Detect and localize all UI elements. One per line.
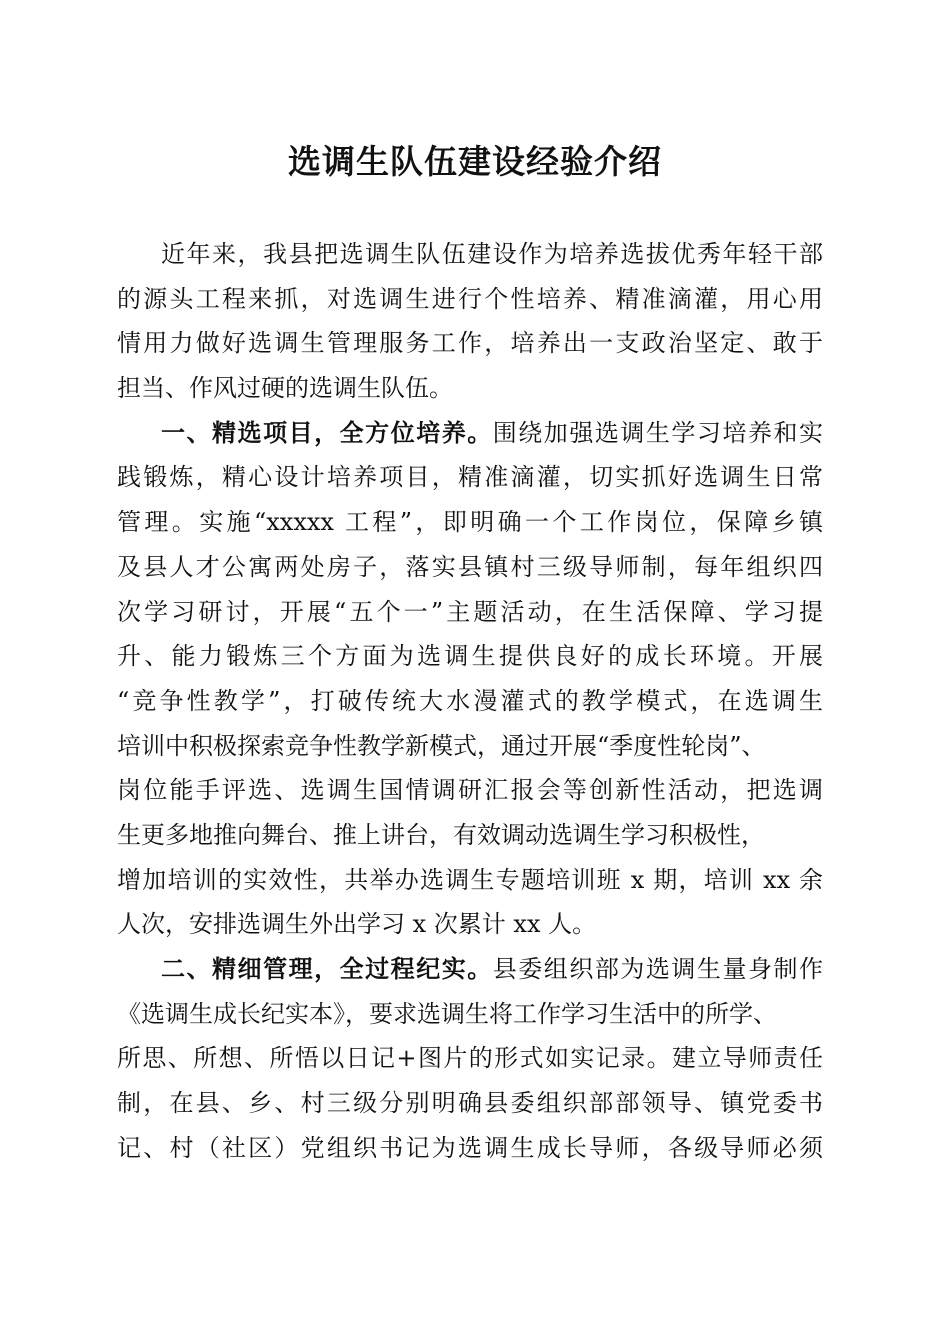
- section-heading: 一、精选项目，全方位培养。: [161, 418, 493, 447]
- text-line: 增加培训的实效性，共举办选调生专题培训班 x 期，培训 xx 余: [117, 865, 823, 894]
- text-line: 情用力做好选调生管理服务工作，培养出一支政治坚定、敢于: [117, 329, 823, 358]
- section-2-paragraph: [117, 947, 823, 1170]
- text-line: 升、能力锻炼三个方面为选调生提供良好的成长环境。开展: [117, 642, 823, 671]
- intro-paragraph: [117, 232, 823, 411]
- text-line: 次学习研讨，开展“五个一”主题活动，在生活保障、学习提: [117, 597, 823, 626]
- document-title: 选调生队伍建设经验介绍: [288, 142, 662, 181]
- text-line: 制，在县、乡、村三级分别明确县委组织部部领导、镇党委书: [117, 1089, 823, 1118]
- text-line: 岗位能手评选、选调生国情调研汇报会等创新性活动，把选调: [117, 776, 823, 805]
- text-line: [117, 947, 823, 992]
- text-line: 记、村（社区）党组织书记为选调生成长导师，各级导师必须: [117, 1133, 823, 1162]
- text-line: 人次，安排选调生外出学习 x 次累计 xx 人。: [117, 910, 597, 939]
- text-line: 培训中积极探索竞争性教学新模式，通过开展“季度性轮岗”、: [117, 731, 766, 760]
- text-line: 担当、作风过硬的选调生队伍。: [117, 374, 453, 403]
- text-line: 及县人才公寓两处房子，落实县镇村三级导师制，每年组织四: [117, 552, 823, 581]
- text-line: 近年来，我县把选调生队伍建设作为培养选拔优秀年轻干部: [161, 240, 823, 268]
- text-line: 管理。实施“xxxxx 工程”，即明确一个工作岗位，保障乡镇: [117, 508, 823, 537]
- section-1-paragraph: [117, 411, 823, 947]
- text-line: 《选调生成长纪实本》，要求选调生将工作学习生活中的所学、: [117, 999, 777, 1028]
- text-line: “竞争性教学”，打破传统大水漫灌式的教学模式，在选调生: [117, 686, 823, 715]
- section-heading: 二、精细管理，全过程纪实。: [161, 955, 493, 983]
- text-line: 所思、所想、所悟以日记+图片的形式如实记录。建立导师责任: [117, 1044, 823, 1073]
- text-line: 践锻炼，精心设计培养项目，精准滴灌，切实抓好选调生日常: [117, 463, 823, 492]
- text-span: 县委组织部为选调生量身制作: [492, 955, 824, 983]
- text-line: 生更多地推向舞台、推上讲台，有效调动选调生学习积极性，: [117, 820, 765, 849]
- text-line: 的源头工程来抓，对选调生进行个性培养、精准滴灌，用心用: [117, 284, 823, 313]
- text-line: [117, 411, 823, 456]
- document-body: [117, 232, 823, 1170]
- text-span: 围绕加强选调生学习培养和实: [492, 418, 824, 447]
